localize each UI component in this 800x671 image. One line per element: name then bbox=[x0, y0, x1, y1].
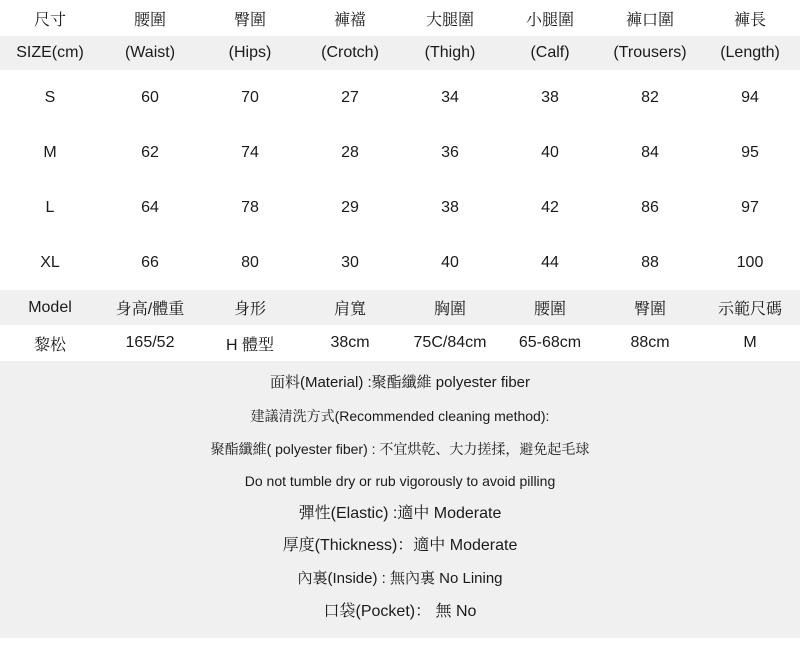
header-cn-hips: 臀圍 bbox=[233, 11, 266, 29]
waist-cell: 64 bbox=[141, 198, 159, 216]
crotch-cell: 30 bbox=[341, 253, 359, 271]
size-cell: XL bbox=[40, 253, 60, 271]
model-header-row bbox=[0, 290, 800, 325]
model-hips: 88cm bbox=[630, 334, 670, 351]
thigh-cell: 40 bbox=[441, 253, 459, 271]
size-cell: S bbox=[44, 88, 56, 106]
elastic-note: 彈性(Elastic) :適中 Moderate bbox=[298, 504, 502, 522]
thickness-note: 厚度(Thickness)：適中 Moderate bbox=[282, 537, 518, 555]
model-bust: 75C/84cm bbox=[413, 334, 487, 351]
crotch-cell: 28 bbox=[341, 143, 359, 161]
model-header-shoulder: 肩寬 bbox=[333, 301, 366, 318]
table-row bbox=[0, 125, 800, 180]
waist-cell: 60 bbox=[141, 88, 159, 106]
cleaning-note-en: Do not tumble dry or rub vigorously to avoid pilling bbox=[244, 473, 556, 490]
calf-cell: 40 bbox=[541, 143, 559, 161]
length-cell: 100 bbox=[736, 253, 764, 271]
header-cn-length: 褲長 bbox=[733, 11, 766, 29]
product-notes bbox=[0, 361, 800, 638]
header-en-hips: (Hips) bbox=[228, 44, 272, 61]
size-cell: M bbox=[43, 143, 57, 161]
size-header-cn-row bbox=[0, 0, 800, 36]
model-header-hips: 臀圍 bbox=[633, 301, 666, 318]
header-en-length: (Length) bbox=[720, 44, 780, 61]
calf-cell: 42 bbox=[541, 198, 559, 216]
model-values-row bbox=[0, 325, 800, 361]
model-size-worn: M bbox=[743, 334, 757, 351]
model-header-size-worn: 示範尺碼 bbox=[717, 301, 782, 318]
size-table-body bbox=[0, 70, 800, 290]
header-cn-trousers: 褲口圍 bbox=[625, 11, 674, 29]
model-header-height-weight: 身高/體重 bbox=[115, 301, 185, 318]
trousers-cell: 86 bbox=[641, 198, 659, 216]
length-cell: 97 bbox=[741, 198, 759, 216]
header-en-size: SIZE(cm) bbox=[16, 44, 84, 61]
header-cn-size: 尺寸 bbox=[33, 11, 66, 29]
hips-cell: 80 bbox=[241, 253, 259, 271]
thigh-cell: 34 bbox=[441, 88, 459, 106]
model-shoulder: 38cm bbox=[330, 334, 370, 351]
table-row bbox=[0, 235, 800, 290]
header-en-thigh: (Thigh) bbox=[424, 44, 476, 61]
size-header-en-row bbox=[0, 36, 800, 70]
waist-cell: 66 bbox=[141, 253, 159, 271]
model-header-model: Model bbox=[28, 298, 72, 316]
table-row bbox=[0, 180, 800, 235]
thigh-cell: 38 bbox=[441, 198, 459, 216]
model-waist: 65-68cm bbox=[518, 334, 582, 351]
trousers-cell: 88 bbox=[641, 253, 659, 271]
cleaning-title: 建議清洗方式(Recommended cleaning method): bbox=[250, 407, 550, 424]
material-note: 面料(Material) :聚酯纖維 polyester fiber bbox=[269, 374, 531, 392]
hips-cell: 74 bbox=[241, 143, 259, 161]
hips-cell: 70 bbox=[241, 88, 259, 106]
trousers-cell: 82 bbox=[641, 88, 659, 106]
model-header-body-type: 身形 bbox=[233, 301, 266, 318]
waist-cell: 62 bbox=[141, 143, 159, 161]
header-en-crotch: (Crotch) bbox=[321, 44, 379, 61]
model-name: 黎松 bbox=[33, 336, 66, 354]
calf-cell: 38 bbox=[541, 88, 559, 106]
trousers-cell: 84 bbox=[641, 143, 659, 161]
header-cn-waist: 腰圍 bbox=[133, 11, 166, 29]
thigh-cell: 36 bbox=[441, 143, 459, 161]
model-header-waist: 腰圍 bbox=[533, 301, 566, 318]
hips-cell: 78 bbox=[241, 198, 259, 216]
header-en-waist: (Waist) bbox=[124, 44, 176, 61]
header-cn-thigh: 大腿圍 bbox=[425, 11, 474, 29]
header-en-trousers: (Trousers) bbox=[613, 44, 687, 61]
crotch-cell: 29 bbox=[341, 198, 359, 216]
model-header-bust: 胸圍 bbox=[433, 301, 466, 318]
size-cell: L bbox=[45, 198, 55, 216]
crotch-cell: 27 bbox=[341, 88, 359, 106]
table-row bbox=[0, 70, 800, 125]
cleaning-note-cn: 聚酯纖維( polyester fiber) : 不宜烘乾、大力搓揉，避免起毛球 bbox=[210, 440, 590, 457]
length-cell: 95 bbox=[741, 143, 759, 161]
model-body-type: H 體型 bbox=[225, 336, 274, 354]
header-en-calf: (Calf) bbox=[530, 44, 570, 61]
length-cell: 94 bbox=[741, 88, 759, 106]
calf-cell: 44 bbox=[541, 253, 559, 271]
model-height-weight: 165/52 bbox=[125, 334, 175, 351]
pocket-note: 口袋(Pocket)： 無 No bbox=[323, 602, 477, 620]
header-cn-crotch: 褲襠 bbox=[333, 11, 366, 29]
inside-note: 內裏(Inside) : 無內裏 No Lining bbox=[297, 570, 503, 588]
header-cn-calf: 小腿圍 bbox=[525, 11, 574, 29]
